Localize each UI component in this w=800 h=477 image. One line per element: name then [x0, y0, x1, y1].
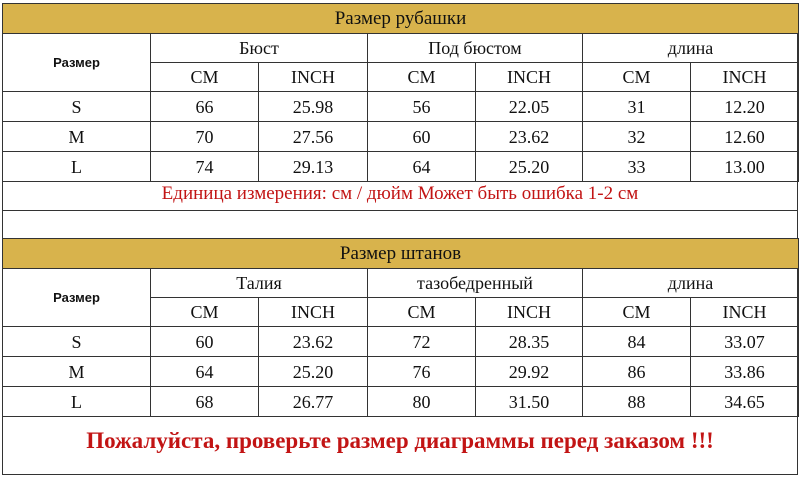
table-row [3, 122, 799, 152]
size-cell: S [3, 327, 151, 357]
value-cell: 33.86 [691, 357, 799, 387]
value-cell: 86 [583, 357, 691, 387]
pants-group-length: длина [583, 269, 799, 298]
value-cell: 66 [151, 92, 259, 122]
unit-header: CM [583, 298, 691, 327]
value-cell: 31 [583, 92, 691, 122]
value-cell: 76 [368, 357, 476, 387]
value-cell: 25.98 [259, 92, 368, 122]
spacer-row [2, 210, 798, 239]
value-cell: 25.20 [259, 357, 368, 387]
value-cell: 26.77 [259, 387, 368, 417]
value-cell: 13.00 [691, 152, 799, 182]
table-row [3, 92, 799, 122]
value-cell: 27.56 [259, 122, 368, 152]
value-cell: 56 [368, 92, 476, 122]
value-cell: 31.50 [476, 387, 583, 417]
size-cell: M [3, 357, 151, 387]
value-cell: 34.65 [691, 387, 799, 417]
table-row [3, 327, 799, 357]
value-cell: 23.62 [476, 122, 583, 152]
value-cell: 12.20 [691, 92, 799, 122]
value-cell: 72 [368, 327, 476, 357]
value-cell: 23.62 [259, 327, 368, 357]
pants-size-table [2, 238, 799, 417]
unit-header: CM [368, 298, 476, 327]
size-cell: L [3, 387, 151, 417]
shirt-size-table [2, 3, 799, 182]
shirt-table-title: Размер рубашки [3, 4, 799, 34]
value-cell: 88 [583, 387, 691, 417]
value-cell: 25.20 [476, 152, 583, 182]
value-cell: 64 [368, 152, 476, 182]
value-cell: 60 [151, 327, 259, 357]
size-cell: M [3, 122, 151, 152]
size-cell: L [3, 152, 151, 182]
value-cell: 29.13 [259, 152, 368, 182]
value-cell: 70 [151, 122, 259, 152]
value-cell: 84 [583, 327, 691, 357]
unit-header: INCH [259, 298, 368, 327]
unit-header: INCH [476, 63, 583, 92]
value-cell: 60 [368, 122, 476, 152]
value-cell: 33.07 [691, 327, 799, 357]
table-row [3, 152, 799, 182]
unit-header: CM [583, 63, 691, 92]
size-cell: S [3, 92, 151, 122]
pants-group-hip: тазобедренный [368, 269, 583, 298]
unit-header: INCH [691, 298, 799, 327]
pants-group-waist: Талия [151, 269, 368, 298]
measurement-note: Единица измерения: см / дюйм Может быть ошибка 1-2 см [161, 183, 639, 204]
unit-header: CM [151, 298, 259, 327]
value-cell: 29.92 [476, 357, 583, 387]
value-cell: 64 [151, 357, 259, 387]
value-cell: 74 [151, 152, 259, 182]
pants-table-title: Размер штанов [3, 239, 799, 269]
value-cell: 12.60 [691, 122, 799, 152]
unit-header: INCH [476, 298, 583, 327]
shirt-group-length: длина [583, 34, 799, 63]
table-row [3, 387, 799, 417]
unit-header: INCH [259, 63, 368, 92]
unit-header: CM [151, 63, 259, 92]
value-cell: 32 [583, 122, 691, 152]
unit-header: INCH [691, 63, 799, 92]
value-cell: 28.35 [476, 327, 583, 357]
value-cell: 68 [151, 387, 259, 417]
shirt-group-underbust: Под бюстом [368, 34, 583, 63]
order-warning-note: Пожалуйста, проверьте размер диаграммы перед заказом !!! [86, 428, 714, 453]
shirt-group-bust: Бюст [151, 34, 368, 63]
table-row [3, 357, 799, 387]
value-cell: 80 [368, 387, 476, 417]
pants-size-header: Размер [3, 269, 151, 327]
value-cell: 33 [583, 152, 691, 182]
value-cell: 22.05 [476, 92, 583, 122]
shirt-size-header: Размер [3, 34, 151, 92]
unit-header: CM [368, 63, 476, 92]
